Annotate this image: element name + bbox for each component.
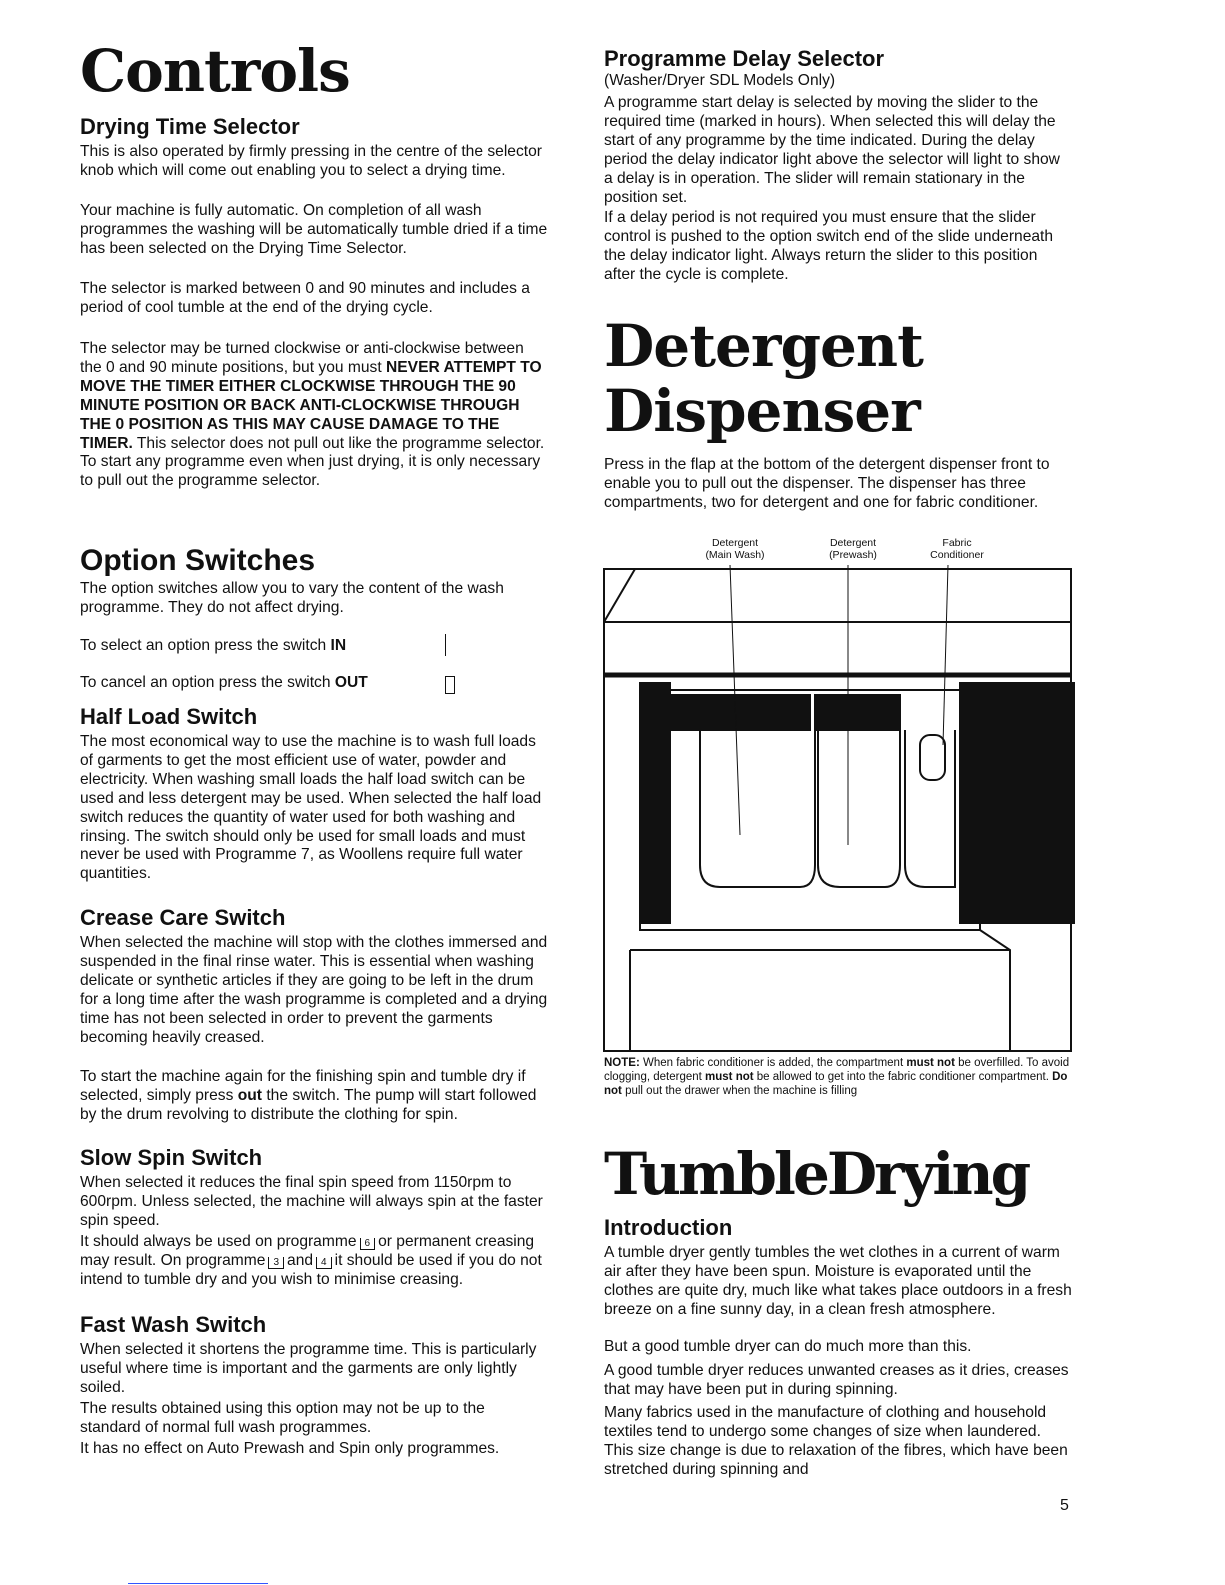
delay-heading: Programme Delay Selector <box>604 46 885 71</box>
tumble-drying-title: TumbleDrying <box>604 1140 1029 1208</box>
text: To select an option press the switch <box>80 637 331 654</box>
text: out <box>237 1086 262 1104</box>
select-line <box>80 637 548 656</box>
warning-text: NEVER ATTEMPT TO MOVE THE TIMER EITHER CLOCKWISE THROUGH THE 90 MINUTE POSITION OR BACK ANTI-CLOCKWISE THROUGH THE 0 POSITION AS THIS MAY CAUSE DAMAGE TO THE TIMER. <box>80 358 542 452</box>
switch-in-icon <box>445 634 446 656</box>
text: OUT <box>334 674 368 691</box>
text: and <box>287 1251 314 1269</box>
detergent-title-line1: Detergent <box>604 312 923 380</box>
text: or permanent creasing may result. On programme <box>80 1233 535 1269</box>
half-load-heading: Half Load Switch <box>80 704 258 729</box>
paragraph: The results obtained using this option may not be up to the standard of normal full wash programmes. <box>80 1400 485 1436</box>
paragraph: When selected it reduces the final spin speed from 1150rpm to 600rpm. Unless selected, the machine will always spin at the faster spin speed. <box>80 1174 543 1229</box>
paragraph: The selector is marked between 0 and 90 minutes and includes a period of cool tumble at the end of the drying cycle. <box>80 280 530 316</box>
diagram-label-prewash: Detergent (Prewash) <box>829 537 877 561</box>
text: the switch. The pump will start followed by the drum revolving to distribute the clothing for spin. <box>80 1086 537 1123</box>
text: it should be used if you do not intend to tumble dry and you wish to minimise creasing. <box>80 1251 542 1288</box>
introduction-heading: Introduction <box>604 1215 733 1240</box>
diagram-label-fabric-conditioner: Fabric Conditioner <box>930 537 984 561</box>
paragraph <box>80 1068 548 1125</box>
option-heading: Option Switches <box>80 544 316 577</box>
paragraph: Many fabrics used in the manufacture of clothing and household textiles tend to undergo some changes of size when laundered. This size change is due to relaxation of the fibres, which have been stretched during spinning and <box>604 1404 1068 1478</box>
page-number: 5 <box>1060 1497 1069 1514</box>
paragraph: The option switches allow you to vary the content of the wash programme. They do not affect drying. <box>80 580 504 616</box>
paragraph: When selected the machine will stop with the clothes immersed and suspended in the final rinse water. This is essential when washing delicate or synthetic articles if they are going to be left in the drum for a long time after the wash programme is completed and a drying time has not been selected in order to prevent the garments becoming heavily creased. <box>80 934 548 1046</box>
paragraph: The most economical way to use the machine is to wash full loads of garments to get the most efficient use of water, powder and electricity. When washing small loads the half load switch can be used and less detergent may be used. When selected the half load switch reduces the quantity of water used for both washing and rinsing. The switch should only be used for small loads and must never be used with Programme 7, as Woollens require full water quantities. <box>80 733 542 883</box>
subheading: (Washer/Dryer SDL Models Only) <box>604 72 836 89</box>
switch-out-icon <box>445 676 455 694</box>
paragraph: It has no effect on Auto Prewash and Spin only programmes. <box>80 1440 500 1457</box>
paragraph: A programme start delay is selected by moving the slider to the required time (marked in hours). When selected this will delay the start of any programme by the time indicated. During the delay period the delay indicator light above the selector will light to show a delay is in operation. The slider will remain stationary in the position set. <box>604 94 1060 206</box>
programme-3-icon: 3 <box>268 1257 284 1269</box>
divider <box>128 1583 268 1584</box>
text: To cancel an option press the switch <box>80 674 335 691</box>
cancel-line <box>80 674 548 693</box>
crease-care-heading: Crease Care Switch <box>80 905 286 930</box>
paragraph: When selected it shortens the programme time. This is particularly useful where time is important and the garments are only lightly soiled. <box>80 1341 537 1396</box>
text: IN <box>330 637 347 654</box>
text: This selector does not pull out like the programme selector. To start any programme even when just drying, it is only necessary to pull out the programme selector. <box>80 434 545 490</box>
drying-heading: Drying Time Selector <box>80 114 300 139</box>
programme-6-icon: 6 <box>360 1238 376 1250</box>
text: It should always be used on programme <box>80 1233 357 1250</box>
text: To start the machine again for the finishing spin and tumble dry if selected, simply press <box>80 1068 526 1104</box>
paragraph: Your machine is fully automatic. On completion of all wash programmes the washing will be automatically tumble dried if a time has been selected on the Drying Time Selector. <box>80 202 548 257</box>
slow-spin-heading: Slow Spin Switch <box>80 1145 263 1170</box>
paragraph <box>80 340 548 491</box>
paragraph: This is also operated by firmly pressing in the centre of the selector knob which will come out enabling you to select a drying time. <box>80 143 542 179</box>
diagram-label-main-wash: Detergent (Main Wash) <box>705 537 765 561</box>
page-title: Controls <box>80 37 350 105</box>
paragraph: A tumble dryer gently tumbles the wet clothes in a current of warm air after they have been spun. Moisture is evaporated until the clothes are quite dry, much like what takes place outdoors in a fresh breeze on a fine sunny day, in a clean fresh atmosphere. <box>604 1244 1072 1318</box>
paragraph: A good tumble dryer reduces unwanted creases as it dries, creases that may have been put in during spinning. <box>604 1362 1069 1398</box>
dispenser-diagram <box>600 565 1075 1055</box>
paragraph: But a good tumble dryer can do much more than this. <box>604 1338 972 1355</box>
programme-4-icon: 4 <box>316 1257 332 1269</box>
paragraph <box>80 1233 548 1290</box>
paragraph: Press in the flap at the bottom of the detergent dispenser front to enable you to pull out the dispenser. The dispenser has three compartments, two for detergent and one for fabric conditioner. <box>604 456 1050 511</box>
paragraph: If a delay period is not required you must ensure that the slider control is pushed to the option switch end of the slide underneath the delay indicator light. Always return the slider to this position after the cycle is complete. <box>604 209 1054 283</box>
detergent-title-line2: Dispenser <box>604 377 920 445</box>
note: NOTE: When fabric conditioner is added, the compartment must not be overfilled. To avoid clogging, detergent must not be allowed to get into the fabric conditioner compartment. Do not pull out the drawer when the machine is filling <box>604 1057 1070 1097</box>
text: The selector may be turned clockwise or anti-clockwise between the 0 and 90 minute positions, but you must <box>80 340 524 376</box>
fast-wash-heading: Fast Wash Switch <box>80 1312 267 1337</box>
